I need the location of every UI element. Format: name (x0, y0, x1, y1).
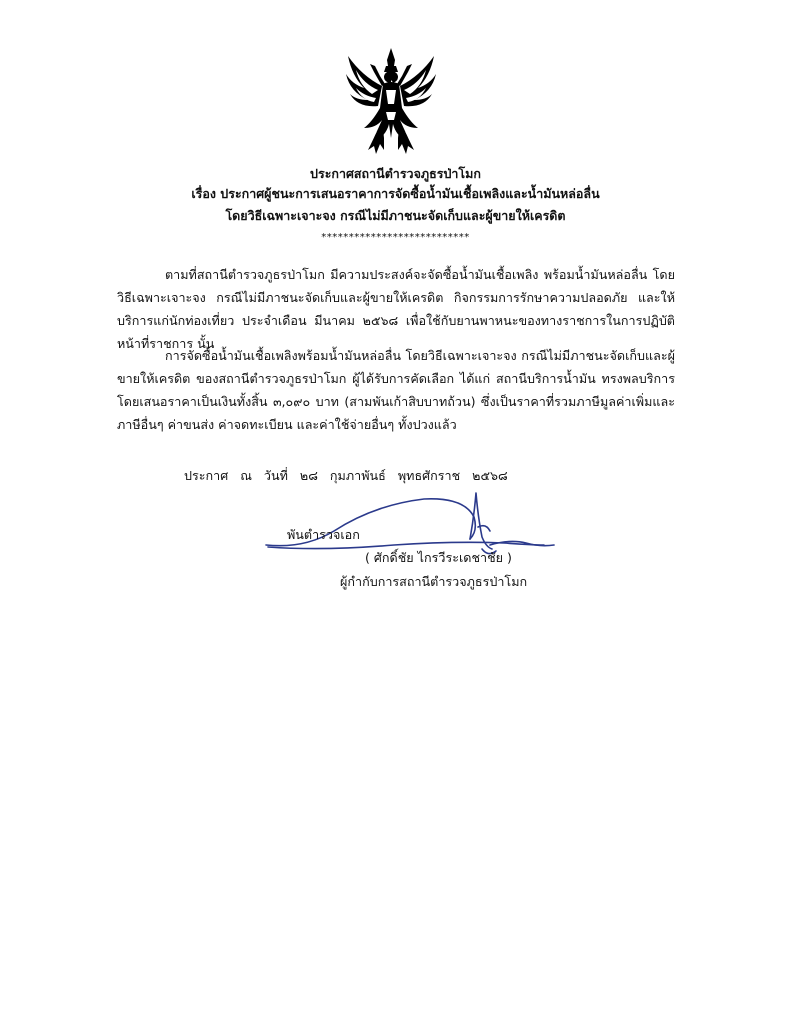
garuda-emblem-icon (342, 46, 440, 158)
title-separator: *************************** (321, 232, 470, 243)
signer-name: ( ศักดิ์ชัย ไกรวีระเดชาชัย ) (365, 550, 512, 565)
signer-rank: พันตำรวจเอก (287, 527, 360, 542)
body-paragraph-1: ตามที่สถานีตำรวจภูธรป่าโมก มีความประสงค์จะจัดซื้อน้ำมันเชื้อเพลิง พร้อมน้ำมันหล่อลื่น โดยวิธีเฉพาะเจาะจง กรณีไม่มีภาชนะจัดเก็บและผู้ขายให้เครดิต กิจกรรมการรักษาความปลอดภัย และให้บริการแก่นักท่องเที่ยว ประจำเดือน มีนาคม ๒๕๖๘ เพื่อใช้กับยานพาหนะของทางราชการในการปฏิบัติหน้าที่ราชการ นั้น (117, 267, 675, 351)
announcement-title: ประกาศสถานีตำรวจภูธรป่าโมก (310, 166, 481, 181)
signer-position: ผู้กำกับการสถานีตำรวจภูธรป่าโมก (340, 574, 528, 589)
body-paragraph-2: การจัดซื้อน้ำมันเชื้อเพลิงพร้อมน้ำมันหล่อลื่น โดยวิธีเฉพาะเจาะจง กรณีไม่มีภาชนะจัดเก็บและผู้ขายให้เครดิต ของสถานีตำรวจภูธรป่าโมก ผู้ได้รับการคัดเลือก ได้แก่ สถานีบริการน้ำมัน ทรงพลบริการ โดยเสนอราคาเป็นเงินทั้งสิ้น ๓,๐๙๐ บาท (สามพันเก้าสิบบาทถ้วน) ซึ่งเป็นราคาที่รวมภาษีมูลค่าเพิ่มและภาษีอื่นๆ ค่าขนส่ง ค่าจดทะเบียน และค่าใช้จ่ายอื่นๆ ทั้งปวงแล้ว (117, 348, 675, 432)
announcement-subject: เรื่อง ประกาศผู้ชนะการเสนอราคาการจัดซื้อน้ำมันเชื้อเพลิงและน้ำมันหล่อลื่น (191, 186, 600, 201)
announcement-dateline: ประกาศ ณ วันที่ ๒๘ กุมภาพันธ์ พุทธศักราช ๒๕๖๘ (184, 468, 508, 483)
announcement-subject-method: โดยวิธีเฉพาะเจาะจง กรณีไม่มีภาชนะจัดเก็บและผู้ขายให้เครดิต (225, 208, 566, 223)
